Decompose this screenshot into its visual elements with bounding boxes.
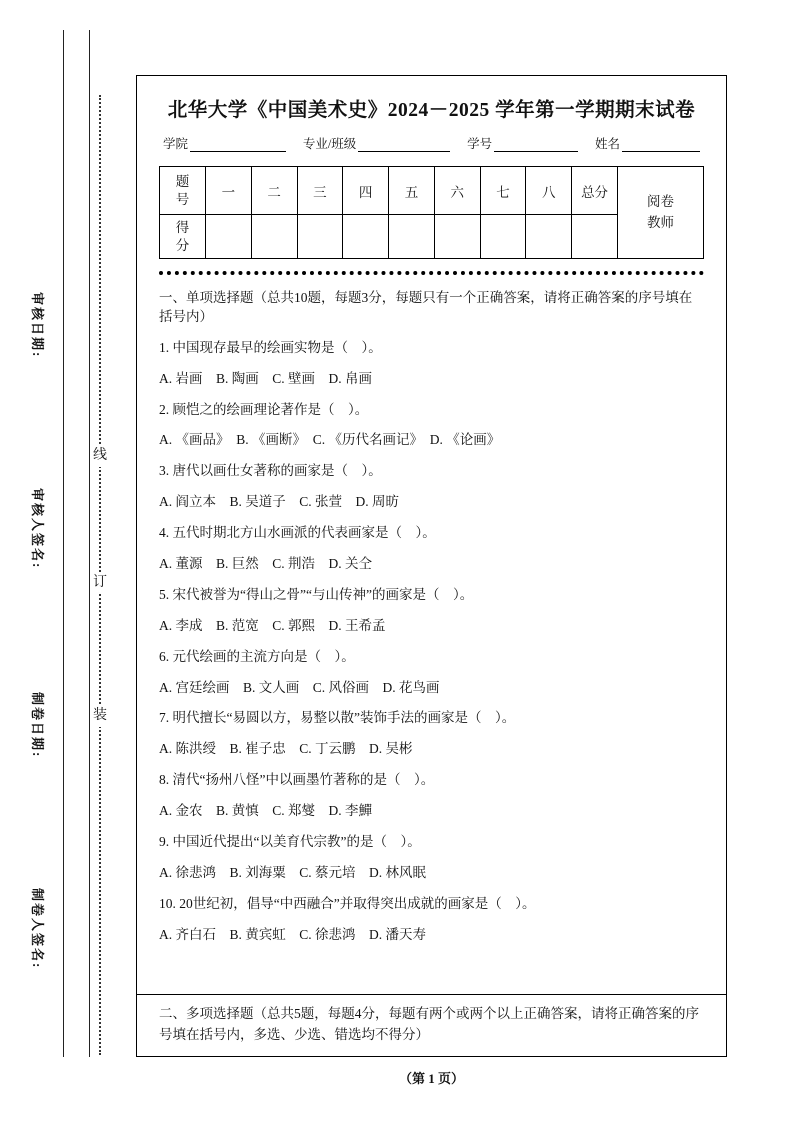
question-2: 2. 顾恺之的绘画理论著作是（ ）。: [159, 401, 369, 417]
question-5-options: A. 李成 B. 范宽 C. 郭熙 D. 王希孟: [159, 617, 386, 633]
score-cell-total: [572, 215, 618, 259]
question-4-options: A. 董源 B. 巨然 C. 荆浩 D. 关仝: [159, 556, 373, 572]
question-1: 1. 中国现存最早的绘画实物是（ ）。: [159, 339, 382, 355]
seal-label-maker-signature: 制卷人签名:: [30, 888, 45, 970]
field-college-label: 学院: [163, 137, 189, 151]
question-2-options: A. 《画品》 B. 《画断》 C. 《历代名画记》 D. 《论画》: [159, 432, 501, 448]
score-col-7: 七: [480, 167, 526, 215]
score-col-2: 二: [251, 167, 297, 215]
field-student-id-blank[interactable]: [494, 137, 578, 152]
score-col-6: 六: [434, 167, 480, 215]
dotted-separator: [159, 271, 704, 275]
field-college-blank[interactable]: [190, 137, 286, 152]
score-cell-2: [251, 215, 297, 259]
question-10-options: A. 齐白石 B. 黄宾虹 C. 徐悲鸿 D. 潘天寿: [159, 926, 427, 942]
exam-sheet: [136, 75, 727, 1057]
question-1-options: A. 岩画 B. 陶画 C. 壁画 D. 帛画: [159, 370, 373, 386]
binding-char-ding: 订: [91, 572, 109, 594]
section1-heading: 一、单项选择题（总共10题，每题3分，每题只有一个正确答案，请将正确答案的序号填在括号内）: [159, 290, 693, 324]
field-major-class-label: 专业/班级: [302, 137, 357, 151]
question-4: 4. 五代时期北方山水画派的代表画家是（ ）。: [159, 525, 436, 541]
question-6-options: A. 宫廷绘画 B. 文人画 C. 风俗画 D. 花鸟画: [159, 679, 440, 695]
binding-char-xian: 线: [91, 445, 109, 467]
field-name-label: 姓名: [594, 137, 620, 151]
seal-label-review-date: 审核日期:: [30, 292, 45, 359]
student-info-row: [163, 134, 700, 152]
field-major-class-blank[interactable]: [358, 137, 450, 152]
score-row-label: 得分: [175, 219, 190, 253]
question-8: 8. 清代“扬州八怪”中以画墨竹著称的是（ ）。: [159, 772, 435, 788]
score-cell-7: [480, 215, 526, 259]
score-cell-3: [297, 215, 343, 259]
question-3: 3. 唐代以画仕女著称的画家是（ ）。: [159, 463, 382, 479]
score-table-corner: [160, 167, 206, 215]
field-name: [595, 134, 700, 152]
seal-margin-line-left: [63, 30, 64, 1057]
question-9-options: A. 徐悲鸿 B. 刘海粟 C. 蔡元培 D. 林风眠: [159, 864, 427, 880]
page-number: （第 1 页）: [398, 1071, 464, 1086]
score-cell-1: [206, 215, 252, 259]
score-row-label-cell: [160, 215, 206, 259]
question-10: 10. 20世纪初，倡导“中西融合”并取得突出成就的画家是（ ）。: [159, 895, 536, 911]
score-col-5: 五: [389, 167, 435, 215]
grader-cell: [618, 167, 704, 259]
score-cell-5: [389, 215, 435, 259]
field-college: [163, 134, 286, 152]
score-table-corner-label: 题号: [175, 173, 190, 207]
field-major-class: [303, 134, 450, 152]
score-table-header-row: [160, 167, 704, 215]
question-7-options: A. 陈洪绶 B. 崔子忠 C. 丁云鹏 D. 吴彬: [159, 741, 413, 757]
score-cell-6: [434, 215, 480, 259]
score-col-total: 总分: [572, 167, 618, 215]
score-cell-8: [526, 215, 572, 259]
field-name-blank[interactable]: [622, 137, 700, 152]
seal-label-reviewer-signature: 审核人签名:: [30, 488, 45, 570]
question-7: 7. 明代擅长“易圆以方，易整以散”装饰手法的画家是（ ）。: [159, 710, 516, 726]
question-8-options: A. 金农 B. 黄慎 C. 郑燮 D. 李鱓: [159, 803, 373, 819]
binding-char-zhuang: 装: [91, 705, 109, 727]
question-5: 5. 宋代被誉为“得山之骨”“与山传神”的画家是（ ）。: [159, 586, 474, 602]
question-3-options: A. 阎立本 B. 吴道子 C. 张萱 D. 周昉: [159, 494, 400, 510]
score-cell-4: [343, 215, 389, 259]
grader-label: 阅卷教师: [646, 194, 674, 230]
score-table: [159, 166, 704, 259]
section2-box: [137, 994, 726, 1056]
question-9: 9. 中国近代提出“以美育代宗教”的是（ ）。: [159, 834, 421, 850]
score-col-3: 三: [297, 167, 343, 215]
seal-label-maker-date: 制卷日期:: [30, 692, 45, 759]
field-student-id: [467, 134, 578, 152]
score-col-4: 四: [343, 167, 389, 215]
question-6: 6. 元代绘画的主流方向是（ ）。: [159, 648, 355, 664]
seal-margin-line-right: [89, 30, 90, 1057]
score-col-8: 八: [526, 167, 572, 215]
section2-heading: 二、多项选择题（总共5题，每题4分，每题有两个或两个以上正确答案，请将正确答案的序号填在括号内，多选、少选、错选均不得分）: [159, 1005, 699, 1043]
field-student-id-label: 学号: [467, 137, 493, 151]
exam-title: 北华大学《中国美术史》2024－2025 学年第一学期期末试卷: [167, 100, 696, 121]
score-col-1: 一: [206, 167, 252, 215]
